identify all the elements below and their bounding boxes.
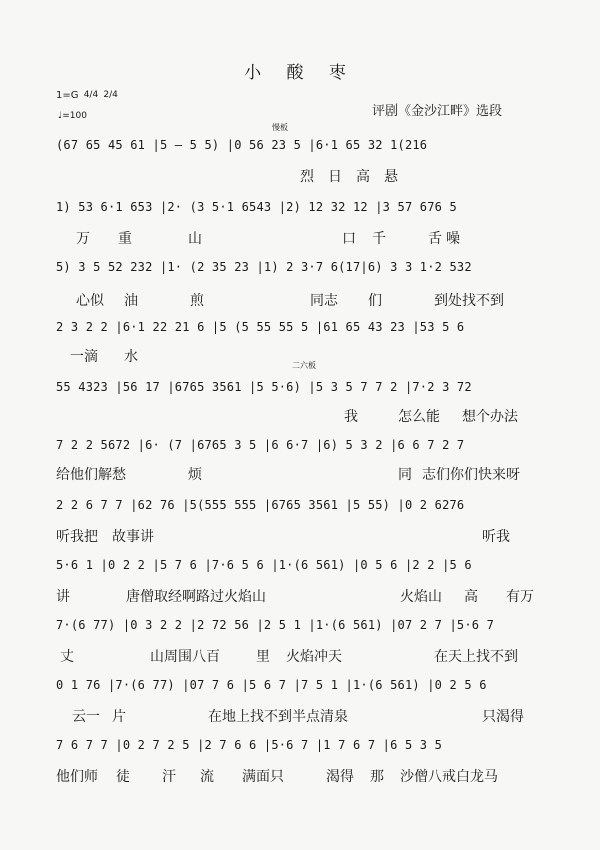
lyric: 有万 — [506, 589, 534, 605]
lyric: 千 — [372, 231, 386, 247]
notation-line-5: 55 4323 |56 17 |6765 3561 |5 5·6) |5 3 5 7 7 2 |7·2 3 72 — [56, 380, 472, 394]
notation-line-8: 5·6 1 |0 2 2 |5 7 6 |7·6 5 6 |1·(6 561) |0 5 6 |2 2 |5 6 — [56, 558, 472, 572]
lyric: 油 — [124, 293, 138, 309]
lyric: 舌 — [428, 231, 442, 247]
lyric: 讲 — [56, 589, 70, 605]
key-signature-block — [56, 90, 118, 101]
lyric: 志们你们快来呀 — [422, 467, 520, 483]
notation-line-10: 0 1 76 |7·(6 77) |07 7 6 |5 6 7 |7 5 1 |1·(6 561) |0 2 5 6 — [56, 678, 487, 692]
lyric: 烦 — [188, 467, 202, 483]
lyric: 沙僧八戒白龙马 — [400, 769, 498, 785]
notation-line-4: 2 3 2 2 |6·1 22 21 6 |5 (5 55 55 5 |61 65 43 23 |53 5 6 — [56, 320, 465, 334]
lyric: 万 — [76, 231, 90, 247]
lyric: 给他们解愁 — [56, 467, 126, 483]
lyric: 烈 — [300, 169, 314, 185]
lyric: 满面只 — [242, 769, 284, 785]
lyric: 听我 — [482, 529, 510, 545]
tempo-mark-manban: 慢板 — [272, 123, 288, 132]
lyric: 那 — [370, 769, 384, 785]
lyric: 高 — [356, 169, 370, 185]
tempo-marking: ♩=100 — [58, 111, 87, 121]
lyric: 在地上找不到半点清泉 — [208, 709, 348, 725]
lyric: 流 — [200, 769, 214, 785]
lyric: 山周围八百 — [150, 649, 220, 665]
lyric: 心似 — [76, 293, 104, 309]
notation-line-6: 7 2 2 5672 |6· (7 |6765 3 5 |6 6·7 |6) 5 3 2 |6 6 7 2 7 — [56, 438, 465, 452]
notation-line-9: 7·(6 77) |0 3 2 2 |2 72 56 |2 5 1 |1·(6 561) |07 2 7 |5·6 7 — [56, 618, 495, 632]
tempo-mark-erliuban: 二六板 — [292, 361, 316, 370]
lyric: 云一 — [72, 709, 100, 725]
lyric: 听我把 — [56, 529, 98, 545]
notation-line-3: 5) 3 5 52 232 |1· (2 35 23 |1) 2 3·7 6(17|6) 3 3 1·2 532 — [56, 260, 472, 274]
notation-line-11: 7 6 7 7 |0 2 7 2 5 |2 7 6 6 |5·6 7 |1 7 6 7 |6 5 3 5 — [56, 738, 443, 752]
lyric: 他们师 — [56, 769, 98, 785]
lyric: 怎么能 — [398, 409, 440, 425]
lyric: 火焰山 — [400, 589, 442, 605]
lyric: 口 — [342, 231, 356, 247]
lyric: 山 — [188, 231, 202, 247]
quarter-note-icon: ♩ — [58, 111, 63, 121]
lyric: 徒 — [116, 769, 130, 785]
lyric: 想个办法 — [462, 409, 518, 425]
notation-line-7: 2 2 6 7 7 |62 76 |5(555 555 |6765 3561 |5 55) |0 2 6276 — [56, 498, 465, 512]
lyric: 重 — [118, 231, 132, 247]
lyric: 同 — [398, 467, 412, 483]
lyric: 高 — [464, 589, 478, 605]
lyric: 里 — [256, 649, 270, 665]
lyric: 煎 — [190, 293, 204, 309]
lyric: 汗 — [162, 769, 176, 785]
lyric: 火焰冲天 — [286, 649, 342, 665]
lyric: 在天上找不到 — [434, 649, 518, 665]
lyric: 同志 — [310, 293, 338, 309]
notation-line-2: 1) 53 6·1 653 |2· (3 5·1 6543 |2) 12 32 12 |3 57 676 5 — [56, 200, 457, 214]
lyric: 噪 — [446, 231, 460, 247]
lyric: 到处找不到 — [434, 293, 504, 309]
lyric: 我 — [344, 409, 358, 425]
lyric: 丈 — [60, 649, 74, 665]
lyric: 水 — [124, 349, 138, 365]
lyric: 渴得 — [326, 769, 354, 785]
lyric: 们 — [368, 293, 382, 309]
lyric: 只渴得 — [482, 709, 524, 725]
notation-line-1: (67 65 45 61 |5 — 5 5) |0 56 23 5 |6·1 65 32 1(216 — [56, 138, 428, 152]
time-signature-4-4: 4/4 — [83, 89, 99, 100]
lyric: 唐僧取经啊路过火焰山 — [126, 589, 266, 605]
time-signature-2-4: 2/4 — [103, 89, 118, 100]
song-title: 小 酸 枣 — [244, 63, 356, 83]
key-signature: 1=G — [56, 90, 79, 101]
lyric: 一滴 — [70, 349, 98, 365]
lyric: 悬 — [384, 169, 398, 185]
source-note: 评剧《金沙江畔》选段 — [372, 104, 503, 119]
lyric: 片 — [112, 709, 126, 725]
lyric: 故事讲 — [112, 529, 154, 545]
lyric: 日 — [328, 169, 342, 185]
